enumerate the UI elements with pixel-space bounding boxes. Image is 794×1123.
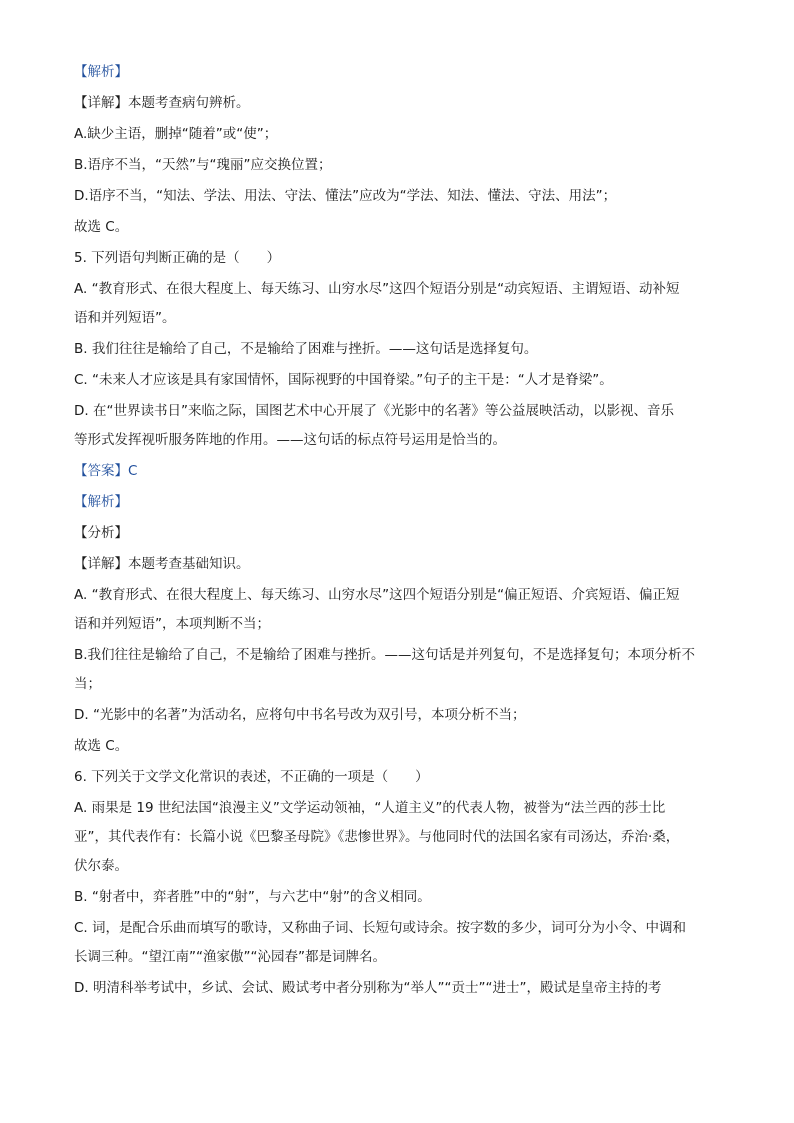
explanation-line: D.语序不当，“知法、学法、用法、守法、懂法”应改为“学法、知法、懂法、守法、用法”； [74, 188, 617, 204]
question-5-option-b: B. 我们往往是输给了自己，不是输给了困难与挫折。——这句话是选择复句。 [74, 341, 538, 357]
section-tag-analysis: 【解析】 [74, 494, 128, 510]
document-page [74, 62, 724, 998]
explanation-heading: 【详解】本题考查基础知识。 [74, 556, 250, 572]
question-5-option-c: C. “未来人才应该是具有家国情怀，国际视野的中国脊梁。”句子的主干是：“人才是脊梁”。 [74, 372, 613, 388]
analysis-heading: 【分析】 [74, 525, 128, 541]
explanation-line-cont: 当； [74, 676, 101, 692]
answer-tag: 【答案】C [74, 463, 138, 479]
question-6-option-a-cont: 亚”，其代表作有：长篇小说《巴黎圣母院》《悲惨世界》。与他同时代的法国名家有司汤达，乔治·桑， [74, 829, 680, 845]
question-6-stem: 6. 下列关于文学文化常识的表述，不正确的一项是（ ） [74, 769, 429, 785]
explanation-line: A. “教育形式、在很大程度上、每天练习、山穷水尽”这四个短语分别是“偏正短语、介宾短语、偏正短 [74, 587, 680, 603]
explanation-line: D. “光影中的名著”为活动名，应将句中书名号改为双引号，本项分析不当； [74, 707, 526, 723]
question-5-stem: 5. 下列语句判断正确的是（ ） [74, 250, 281, 266]
question-5-option-a-cont: 语和并列短语”。 [74, 310, 176, 326]
question-6-option-a: A. 雨果是 19 世纪法国“浪漫主义”文学运动领袖，“人道主义”的代表人物，被誉为“法兰西的莎士比 [74, 800, 666, 816]
question-6-option-c-cont: 长调三种。“望江南”“渔家傲”“沁园春”都是词牌名。 [74, 949, 386, 965]
explanation-line-cont: 语和并列短语”，本项判断不当； [74, 616, 270, 632]
question-5-option-d-cont: 等形式发挥视听服务阵地的作用。——这句话的标点符号运用是恰当的。 [74, 432, 506, 448]
question-5-option-d: D. 在“世界读书日”来临之际，国图艺术中心开展了《光影中的名著》等公益展映活动，以影视、音乐 [74, 403, 674, 419]
explanation-line: B.语序不当，“天然”与“瑰丽”应交换位置； [74, 157, 332, 173]
conclusion-line: 故选 C。 [74, 219, 129, 235]
question-6-option-c: C. 词，是配合乐曲而填写的歌诗，又称曲子词、长短句或诗余。按字数的多少，词可分为小令、中调和 [74, 920, 687, 936]
question-6-option-b: B. “射者中，弈者胜”中的“射”，与六艺中“射”的含义相同。 [74, 889, 431, 905]
section-tag-analysis: 【解析】 [74, 64, 128, 80]
question-6-option-a-cont: 伏尔泰。 [74, 858, 128, 874]
question-6-option-d: D. 明清科举考试中，乡试、会试、殿试考中者分别称为“举人”“贡士”“进士”，殿试是皇帝主持的考 [74, 980, 662, 996]
explanation-line: A.缺少主语，删掉“随着”或“使”； [74, 126, 278, 142]
explanation-line: B.我们往往是输给了自己，不是输给了困难与挫折。——这句话是并列复句，不是选择复句；本项分析不 [74, 647, 696, 663]
conclusion-line: 故选 C。 [74, 738, 129, 754]
explanation-heading: 【详解】本题考查病句辨析。 [74, 95, 250, 111]
question-5-option-a: A. “教育形式、在很大程度上、每天练习、山穷水尽”这四个短语分别是“动宾短语、主谓短语、动补短 [74, 281, 680, 297]
